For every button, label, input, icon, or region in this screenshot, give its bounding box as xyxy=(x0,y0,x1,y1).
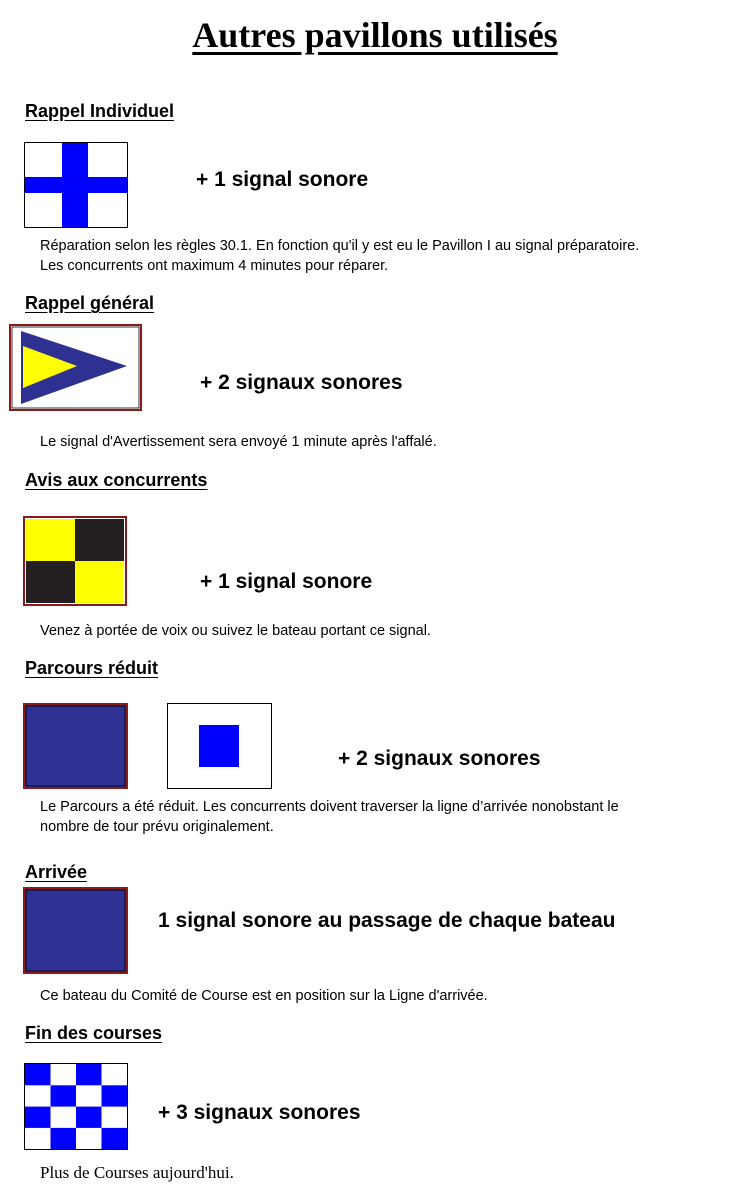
signal-parcours-reduit: + 2 signaux sonores xyxy=(338,747,541,770)
heading-rappel-individuel: Rappel Individuel xyxy=(25,101,175,121)
heading-fin-courses: Fin des courses xyxy=(25,1023,163,1043)
desc-parcours-reduit-line2: nombre de tour prévu originalement. xyxy=(40,819,274,835)
signal-fin-courses: + 3 signaux sonores xyxy=(158,1101,361,1124)
heading-rappel-general: Rappel général xyxy=(25,293,155,313)
signal-rappel-general: + 2 signaux sonores xyxy=(200,371,403,394)
page-title: Autres pavillons utilisés xyxy=(192,15,558,55)
flag-s-icon xyxy=(167,703,272,789)
signal-rappel-individuel: + 1 signal sonore xyxy=(196,168,369,191)
heading-parcours-reduit: Parcours réduit xyxy=(25,658,159,678)
flag-n-icon xyxy=(24,1063,128,1150)
flag-blue-icon xyxy=(23,887,128,974)
desc-fin-courses: Plus de Courses aujourd'hui. xyxy=(40,1163,234,1182)
flag-blue-icon xyxy=(23,703,128,789)
flag-first-substitute-icon xyxy=(9,324,142,411)
heading-arrivee: Arrivée xyxy=(25,862,88,882)
flag-x-icon xyxy=(24,142,128,228)
desc-rappel-individuel-line2: Les concurrents ont maximum 4 minutes pour réparer. xyxy=(40,258,389,274)
heading-avis-concurrents: Avis aux concurrents xyxy=(25,470,208,490)
desc-avis-concurrents: Venez à portée de voix ou suivez le bateau portant ce signal. xyxy=(40,623,431,639)
desc-parcours-reduit-line1: Le Parcours a été réduit. Les concurrents doivent traverser la ligne d’arrivée nonobstant le xyxy=(40,799,619,815)
desc-arrivee: Ce bateau du Comité de Course est en position sur la Ligne d'arrivée. xyxy=(40,988,488,1004)
desc-rappel-individuel-line1: Réparation selon les règles 30.1. En fonction qu'il y est eu le Pavillon I au signal préparatoire. xyxy=(40,238,640,254)
desc-rappel-general: Le signal d'Avertissement sera envoyé 1 minute après l'affalé. xyxy=(40,434,437,450)
flag-l-icon xyxy=(23,516,127,606)
signal-avis-concurrents: + 1 signal sonore xyxy=(200,570,373,593)
signal-arrivee: 1 signal sonore au passage de chaque bateau xyxy=(158,909,616,932)
